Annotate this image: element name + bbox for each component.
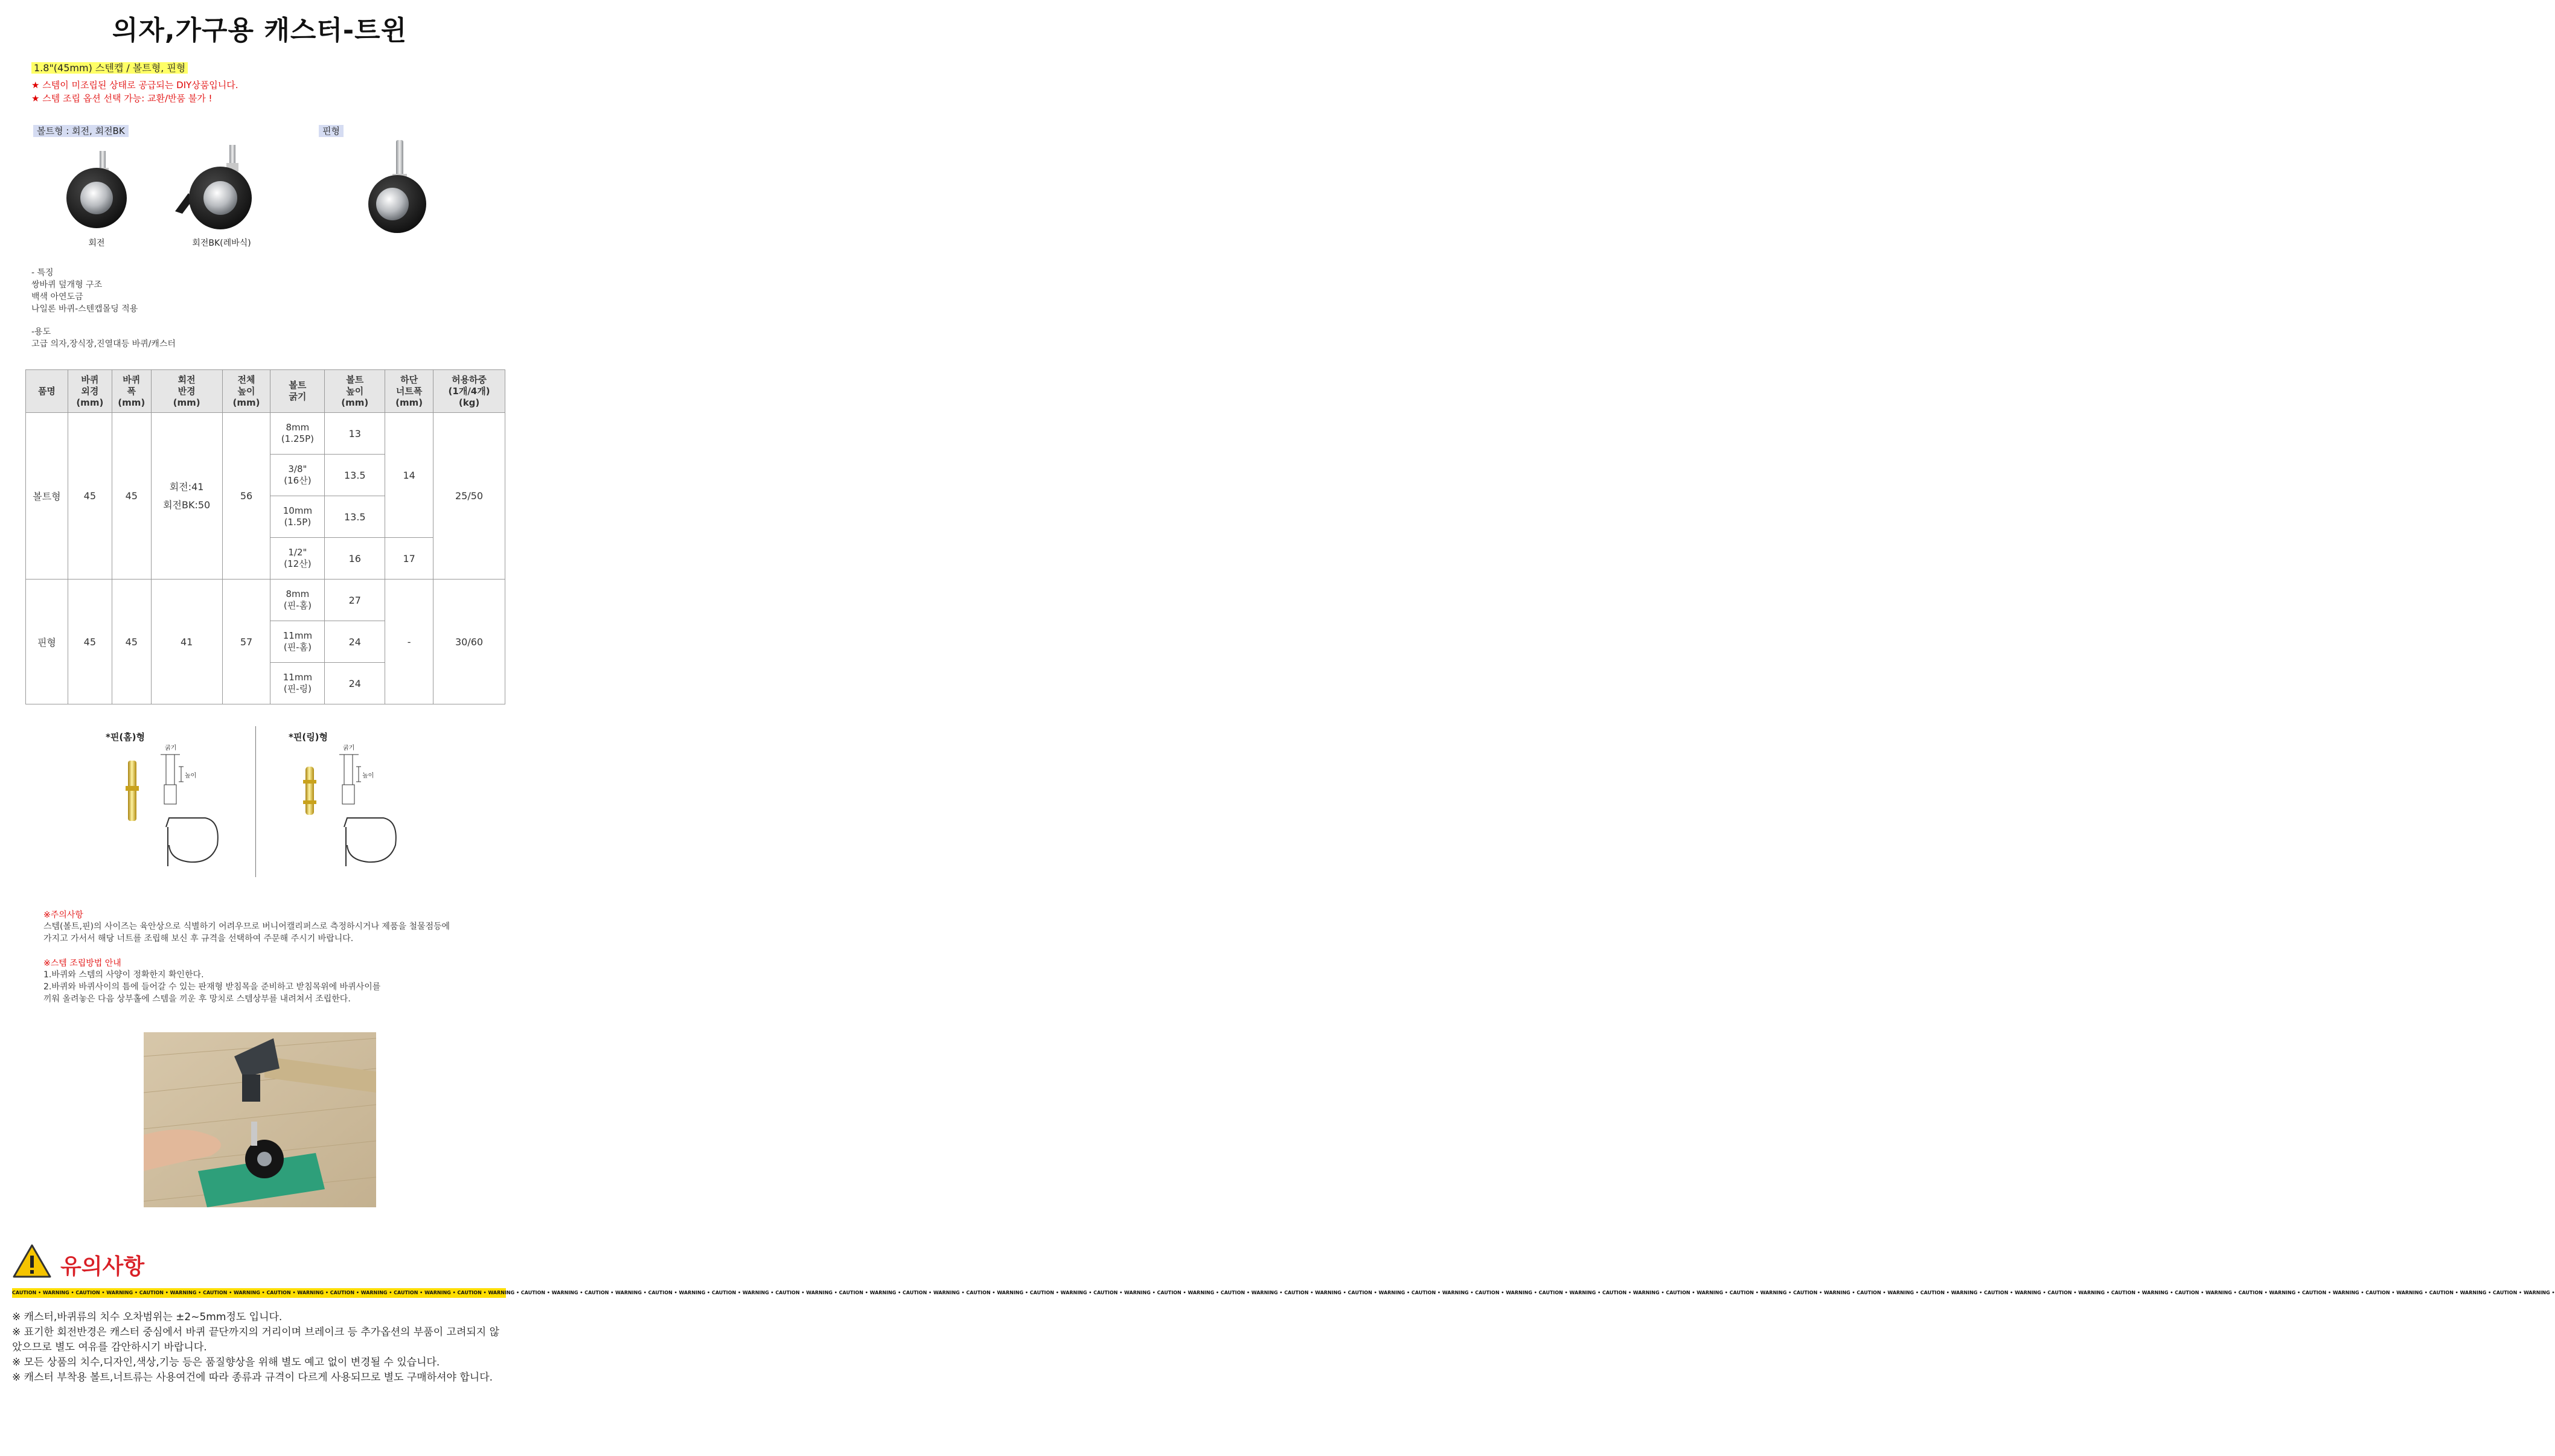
cell-bolt-height: 27 bbox=[325, 580, 385, 621]
table-row bbox=[26, 413, 505, 455]
diagram-groove-title: *핀(홈)형 bbox=[106, 732, 145, 742]
cell-name: 볼트형 bbox=[26, 413, 68, 580]
warning-icon bbox=[12, 1244, 52, 1279]
cell-bolt-height: 13.5 bbox=[325, 496, 385, 538]
cell-bolt-height: 24 bbox=[325, 621, 385, 663]
cell-radius: 회전:41 회전BK:50 bbox=[151, 413, 222, 580]
cell-bolt-thickness: 8mm (핀-홈) bbox=[270, 580, 325, 621]
spec-highlight: 1.8"(45mm) 스텐캡 / 볼트형, 핀형 bbox=[31, 62, 188, 74]
cell-bolt-thickness: 11mm (핀-홈) bbox=[270, 621, 325, 663]
assembly-line: 끼워 올려놓은 다음 상부홀에 스템을 끼운 후 망치로 스템상부를 내려쳐서 조립한다. bbox=[43, 994, 351, 1004]
warning-note: ※ 표기한 회전반경은 캐스터 중심에서 바퀴 끝단까지의 거리이며 브레이크 등 추가옵션의 부품이 고려되지 않았으므로 별도 여유를 감안하시기 바랍니다. bbox=[12, 1326, 500, 1353]
cell-bolt-thickness: 3/8" (16산) bbox=[270, 455, 325, 496]
thickness-label: 굵기 bbox=[165, 745, 177, 752]
cell-bolt-thickness: 1/2" (12산) bbox=[270, 538, 325, 580]
cell-bolt-height: 24 bbox=[325, 663, 385, 704]
table-row bbox=[26, 580, 505, 621]
caution-strip-text: CAUTION • WARNING • CAUTION • WARNING • CAUTION • WARNING • CAUTION • WARNING • CAUTION • WARNING • CAUTION • WARNING • CAUTION • WARNING • CAUTION • WARNING • CAUTION • WARNING • CAUTION • WARNING • CAUTION • WARNING • CAUTION • WARNING • CAUTION • WARNING • CAUTION • WARNING • CAUTION • WARNING • CAUTION • WARNING • CAUTION • WARNING • CAUTION • WARNING • CAUTION • WARNING • CAUTION • WARNING • CAUTION • WARNING • CAUTION • WARNING • CAUTION • WARNING • CAUTION • WARNING • CAUTION • WARNING • CAUTION • WARNING • CAUTION • WARNING • CAUTION • WARNING • CAUTION • WARNING • CAUTION • WARNING • CAUTION • WARNING • CAUTION • WARNING • CAUTION • WARNING • CAUTION • WARNING • CAUTION • WARNING • CAUTION • WARNING • CAUTION • WARNING • CAUTION • WARNING • CAUTION • WARNING • CAUTION • WARNING • bbox=[12, 1290, 2555, 1295]
header-height: 전체 높이 (mm) bbox=[222, 370, 270, 413]
spec-line bbox=[31, 60, 188, 74]
cell-bolt-thickness: 11mm (핀-링) bbox=[270, 663, 325, 704]
thickness-label: 굵기 bbox=[343, 745, 355, 752]
header-nut-width: 하단 너트폭 (mm) bbox=[385, 370, 433, 413]
header-outer: 바퀴 외경 (mm) bbox=[68, 370, 112, 413]
caster-photos bbox=[48, 139, 471, 235]
height-label: 높이 bbox=[362, 773, 374, 779]
assembly-title: ※스템 조립방법 안내 bbox=[43, 959, 121, 968]
cell-nut-width: 17 bbox=[385, 538, 433, 580]
header-bolt-height: 볼트 높이 (mm) bbox=[325, 370, 385, 413]
cell-radius: 41 bbox=[151, 580, 222, 704]
feature-item: 백색 아연도금 bbox=[31, 292, 83, 302]
diagram-ring bbox=[296, 742, 417, 875]
features-title: - 특징 bbox=[31, 268, 54, 278]
height-label: 높이 bbox=[185, 773, 197, 779]
cell-width: 45 bbox=[112, 413, 151, 580]
usage-title: -용도 bbox=[31, 327, 51, 337]
caster-pin-photo bbox=[368, 140, 426, 233]
header-load: 허용하중 (1개/4개) (kg) bbox=[433, 370, 505, 413]
diagram-ring-title: *핀(링)형 bbox=[289, 732, 328, 742]
cell-nut-width: - bbox=[385, 580, 433, 704]
features-block bbox=[31, 267, 176, 350]
caution-line: 스템(볼트,핀)의 사이즈는 육안상으로 식별하기 어려우므로 버니어캘리퍼스로 측정하시거나 제품을 철물점등에 bbox=[43, 922, 450, 931]
feature-item: 나일론 바퀴-스텐캡몰딩 적용 bbox=[31, 304, 138, 314]
cell-nut-width: 14 bbox=[385, 413, 433, 538]
header-bolt-thickness: 볼트 굵기 bbox=[270, 370, 325, 413]
pin-type-tag: 핀형 bbox=[319, 124, 344, 137]
cell-outer: 45 bbox=[68, 580, 112, 704]
warning-diy: ★ 스템이 미조립된 상태로 공급되는 DIY상품입니다. bbox=[31, 80, 238, 91]
caution-strip bbox=[12, 1288, 2555, 1298]
cell-bolt-height: 13.5 bbox=[325, 455, 385, 496]
header-width: 바퀴 폭 (mm) bbox=[112, 370, 151, 413]
caption-swivel: 회전 bbox=[88, 238, 105, 248]
cell-outer: 45 bbox=[68, 413, 112, 580]
spec-table bbox=[25, 369, 505, 704]
warning-title: 유의사항 bbox=[60, 1254, 145, 1279]
warning-no-return: ★ 스템 조립 옵션 선택 가능: 교환/반품 불가 ! bbox=[31, 93, 213, 104]
caption-swivel-bk: 회전BK(레바식) bbox=[192, 238, 251, 248]
cell-total-height: 57 bbox=[222, 580, 270, 704]
caution-line: 가지고 가서서 해당 너트를 조립해 보신 후 규격을 선택하여 주문해 주시기 바랍니다. bbox=[43, 934, 354, 944]
header-name: 품명 bbox=[26, 370, 68, 413]
warning-note: ※ 모든 상품의 치수,디자인,색상,기능 등은 품질향상을 위해 별도 예고 없이 변경될 수 있습니다. bbox=[12, 1356, 440, 1368]
assembly-line: 2.바퀴와 바퀴사이의 틈에 들어갈 수 있는 판재형 받침목을 준비하고 받침목위에 바퀴사이를 bbox=[43, 982, 381, 992]
cell-width: 45 bbox=[112, 580, 151, 704]
diagram-divider bbox=[255, 726, 256, 877]
assembly-line: 1.바퀴와 스템의 사양이 정확한지 확인한다. bbox=[43, 970, 204, 980]
cell-load: 25/50 bbox=[433, 413, 505, 580]
warning-note: ※ 캐스터 부착용 볼트,너트류는 사용여건에 따라 종류과 규격이 다르게 사용되므로 별도 구매하셔야 합니다. bbox=[12, 1371, 493, 1384]
cell-bolt-thickness: 8mm (1.25P) bbox=[270, 413, 325, 455]
warning-note: ※ 캐스터,바퀴류의 치수 오차범위는 ±2~5mm정도 입니다. bbox=[12, 1311, 283, 1323]
caution-title: ※주의사항 bbox=[43, 910, 83, 920]
cell-bolt-thickness: 10mm (1.5P) bbox=[270, 496, 325, 538]
cell-bolt-height: 13 bbox=[325, 413, 385, 455]
cell-load: 30/60 bbox=[433, 580, 505, 704]
caster-swivel-photo bbox=[66, 151, 127, 228]
bolt-type-tag: 볼트형 : 회전, 회전BK bbox=[33, 124, 129, 137]
table-header-row bbox=[26, 370, 505, 413]
feature-item: 쌍바퀴 덮개형 구조 bbox=[31, 280, 103, 290]
assembly-photo bbox=[144, 1032, 376, 1207]
warning-notes bbox=[12, 1310, 507, 1385]
notice-block bbox=[43, 908, 502, 1005]
cell-total-height: 56 bbox=[222, 413, 270, 580]
caster-swivel-bk-photo bbox=[175, 145, 252, 229]
page-title: 의자,가구용 캐스터-트윈 bbox=[112, 15, 408, 46]
usage-item: 고급 의자,장식장,진열대등 바퀴/캐스터 bbox=[31, 339, 176, 349]
header-radius: 회전 반경 (mm) bbox=[151, 370, 222, 413]
diagram-groove bbox=[115, 742, 235, 875]
cell-name: 핀형 bbox=[26, 580, 68, 704]
cell-bolt-height: 16 bbox=[325, 538, 385, 580]
